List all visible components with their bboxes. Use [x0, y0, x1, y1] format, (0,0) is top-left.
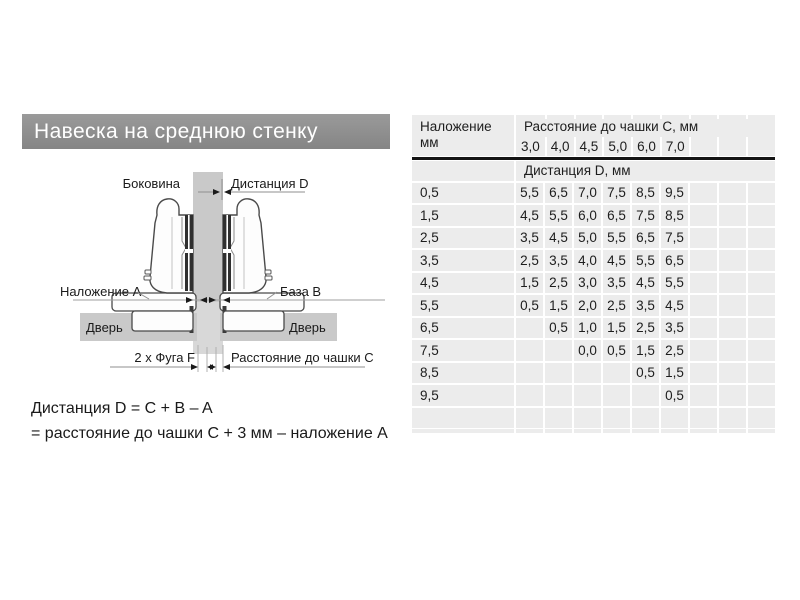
- clipped-row: [412, 429, 775, 433]
- value-cell: [690, 205, 717, 226]
- value-cell: [690, 228, 717, 249]
- value-cell: 0,5: [661, 385, 688, 406]
- value-cell: [690, 318, 717, 339]
- value-cell: 5,5: [545, 205, 572, 226]
- page-title: Навеска на среднюю стенку: [34, 119, 318, 143]
- table-row: [412, 205, 775, 226]
- value-cell: 7,0: [574, 183, 601, 204]
- value-cell: 1,0: [574, 318, 601, 339]
- value-cell: [545, 408, 572, 429]
- row-header-cell: 8,5: [412, 363, 514, 384]
- value-cell: [748, 408, 775, 429]
- value-cell: 0,5: [632, 363, 659, 384]
- value-cell: 0,5: [603, 340, 630, 361]
- table-row: [412, 228, 775, 249]
- row-header-cell: 7,5: [412, 340, 514, 361]
- value-cell: [719, 183, 746, 204]
- label-side-panel: Боковина: [122, 176, 180, 191]
- subheader-spacer: [412, 161, 514, 181]
- value-cell: 5,0: [574, 228, 601, 249]
- value-cell: [748, 295, 775, 316]
- value-cell: 0,5: [516, 295, 543, 316]
- value-cell: 2,5: [545, 273, 572, 294]
- value-cell: [603, 408, 630, 429]
- row-header-cell: 0,5: [412, 183, 514, 204]
- value-cell: [516, 385, 543, 406]
- value-cell: 4,5: [632, 273, 659, 294]
- value-cell: [574, 408, 601, 429]
- clipped-cell: [516, 429, 543, 433]
- value-cell: 1,5: [545, 295, 572, 316]
- value-cell: 0,5: [545, 318, 572, 339]
- value-cell: [719, 318, 746, 339]
- value-cell: [690, 385, 717, 406]
- label-base-b: База B: [280, 284, 322, 299]
- value-cell: [690, 183, 717, 204]
- table-row: [412, 385, 775, 406]
- value-cell: [690, 408, 717, 429]
- value-cell: 8,5: [661, 205, 688, 226]
- label-distance-d: Дистанция D: [231, 176, 309, 191]
- column-tick: [516, 115, 545, 119]
- table-row: [412, 408, 775, 429]
- value-cell: [719, 340, 746, 361]
- column-tick: [574, 115, 603, 119]
- table-body: [412, 183, 775, 429]
- value-cell: [748, 385, 775, 406]
- value-cell: [748, 273, 775, 294]
- dim-c-arrow: [223, 364, 230, 370]
- value-cell: 3,5: [632, 295, 659, 316]
- value-cell: [516, 340, 543, 361]
- row-header-cell: 3,5: [412, 250, 514, 271]
- label-door-right: Дверь: [289, 320, 326, 335]
- column-tick: [717, 115, 746, 119]
- hinge-right: [220, 199, 304, 333]
- table-row: [412, 183, 775, 204]
- value-cell: 2,5: [661, 340, 688, 361]
- column-tick: [660, 115, 689, 119]
- value-cell: 4,5: [516, 205, 543, 226]
- value-cell: [632, 385, 659, 406]
- value-cell: 3,5: [661, 318, 688, 339]
- value-cell: [574, 385, 601, 406]
- value-cell: [545, 340, 572, 361]
- overlay-header-line1: Наложение: [420, 119, 492, 134]
- value-cell: [661, 408, 688, 429]
- value-cell: 6,5: [632, 228, 659, 249]
- value-cell: [748, 340, 775, 361]
- value-cell: 1,5: [516, 273, 543, 294]
- row-header-cell: 9,5: [412, 385, 514, 406]
- column-tick: [602, 115, 631, 119]
- value-cell: [516, 363, 543, 384]
- subheader-label: Дистанция D, мм: [516, 161, 775, 181]
- value-cell: 2,5: [516, 250, 543, 271]
- column-tick: [631, 115, 660, 119]
- row-header-cell: [412, 408, 514, 429]
- value-cell: [719, 363, 746, 384]
- value-cell: 6,5: [661, 250, 688, 271]
- label-door-left: Дверь: [86, 320, 123, 335]
- column-header-cell: 7,0: [660, 137, 689, 156]
- column-header-cell: 4,5: [574, 137, 603, 156]
- value-cell: [632, 408, 659, 429]
- column-header-cell: 3,0: [520, 139, 540, 154]
- value-cell: 1,5: [661, 363, 688, 384]
- value-cell: [748, 205, 775, 226]
- column-header-cell: [689, 137, 718, 156]
- value-cell: 2,0: [574, 295, 601, 316]
- value-cell: 3,5: [545, 250, 572, 271]
- hinge-left: [112, 199, 196, 333]
- value-cell: [690, 340, 717, 361]
- value-cell: [748, 318, 775, 339]
- row-header-cell: 6,5: [412, 318, 514, 339]
- value-cell: [516, 318, 543, 339]
- value-cell: 6,5: [603, 205, 630, 226]
- value-cell: 4,5: [661, 295, 688, 316]
- value-cell: 6,0: [574, 205, 601, 226]
- table-row: [412, 295, 775, 316]
- label-gap-f: 2 х Фуга F: [134, 350, 195, 365]
- value-cell: [574, 363, 601, 384]
- overlay-header-line2: мм: [420, 135, 439, 150]
- label-overlay-a: Наложение A: [60, 284, 142, 299]
- value-cell: 8,5: [632, 183, 659, 204]
- value-cell: 4,0: [574, 250, 601, 271]
- column-headers-row: [516, 137, 775, 156]
- row-header-cell: 2,5: [412, 228, 514, 249]
- value-cell: 5,5: [632, 250, 659, 271]
- value-cell: 5,5: [516, 183, 543, 204]
- column-tick: [746, 115, 775, 119]
- value-cell: [748, 363, 775, 384]
- value-cell: [690, 363, 717, 384]
- value-cell: [719, 273, 746, 294]
- value-cell: 2,5: [603, 295, 630, 316]
- clipped-cell: [690, 429, 717, 433]
- column-header-cell: [746, 137, 775, 156]
- value-cell: 7,5: [661, 228, 688, 249]
- clipped-cell: [545, 429, 572, 433]
- column-tick: [545, 115, 574, 119]
- clipped-cell: [661, 429, 688, 433]
- value-cell: 6,5: [545, 183, 572, 204]
- column-tick: [689, 115, 718, 119]
- header-divider: [412, 157, 775, 160]
- table-header: [412, 115, 775, 156]
- value-cell: 5,5: [661, 273, 688, 294]
- row-header-cell: 1,5: [412, 205, 514, 226]
- formula-block: [31, 396, 388, 446]
- table-row: [412, 363, 775, 384]
- value-cell: [545, 385, 572, 406]
- value-cell: 9,5: [661, 183, 688, 204]
- formula-line-1: Дистанция D = C + B – A: [31, 400, 213, 417]
- column-header-cell: [717, 137, 746, 156]
- value-cell: 3,5: [516, 228, 543, 249]
- value-cell: [748, 228, 775, 249]
- value-cell: 2,5: [632, 318, 659, 339]
- value-cell: 7,5: [603, 183, 630, 204]
- value-cell: [719, 295, 746, 316]
- value-cell: [719, 250, 746, 271]
- group-header: Расстояние до чашки C, мм: [524, 119, 699, 134]
- value-cell: [719, 385, 746, 406]
- value-cell: [719, 228, 746, 249]
- formula-line-2: = расстояние до чашки C + 3 мм – наложение A: [31, 425, 388, 442]
- value-cell: [690, 273, 717, 294]
- value-cell: [719, 205, 746, 226]
- clipped-cell: [603, 429, 630, 433]
- value-cell: 5,5: [603, 228, 630, 249]
- dim-d-arrow-left: [224, 189, 231, 195]
- value-cell: [603, 363, 630, 384]
- table-row: [412, 318, 775, 339]
- column-header-cell: 5,0: [602, 137, 631, 156]
- label-cup-distance-c: Расстояние до чашки C: [231, 350, 374, 365]
- column-header-cell: 4,0: [545, 137, 574, 156]
- cup-distance-header-group: [516, 115, 775, 156]
- value-cell: 1,5: [603, 318, 630, 339]
- column-ticks: [516, 115, 775, 119]
- value-cell: 1,5: [632, 340, 659, 361]
- clipped-cell: [719, 429, 746, 433]
- value-cell: 3,0: [574, 273, 601, 294]
- value-cell: 3,5: [603, 273, 630, 294]
- value-cell: 0,0: [574, 340, 601, 361]
- clipped-cell: [412, 429, 514, 433]
- value-cell: 4,5: [545, 228, 572, 249]
- row-header-cell: 5,5: [412, 295, 514, 316]
- value-cell: [748, 183, 775, 204]
- value-cell: 7,5: [632, 205, 659, 226]
- value-cell: [545, 363, 572, 384]
- hinge-diagram: [25, 165, 405, 380]
- value-cell: [748, 250, 775, 271]
- distance-table: [412, 115, 775, 433]
- value-cell: [603, 385, 630, 406]
- table-row: [412, 340, 775, 361]
- clipped-cell: [632, 429, 659, 433]
- value-cell: [516, 408, 543, 429]
- value-cell: [690, 295, 717, 316]
- table-subheader: [412, 161, 775, 181]
- column-header-cell: 6,0: [631, 137, 660, 156]
- value-cell: [719, 408, 746, 429]
- value-cell: [690, 250, 717, 271]
- clipped-cell: [574, 429, 601, 433]
- row-header-cell: 4,5: [412, 273, 514, 294]
- overlay-column-header: [412, 115, 514, 156]
- value-cell: 4,5: [603, 250, 630, 271]
- clipped-cell: [748, 429, 775, 433]
- table-row: [412, 250, 775, 271]
- table-row: [412, 273, 775, 294]
- section-title-bar: [22, 114, 390, 149]
